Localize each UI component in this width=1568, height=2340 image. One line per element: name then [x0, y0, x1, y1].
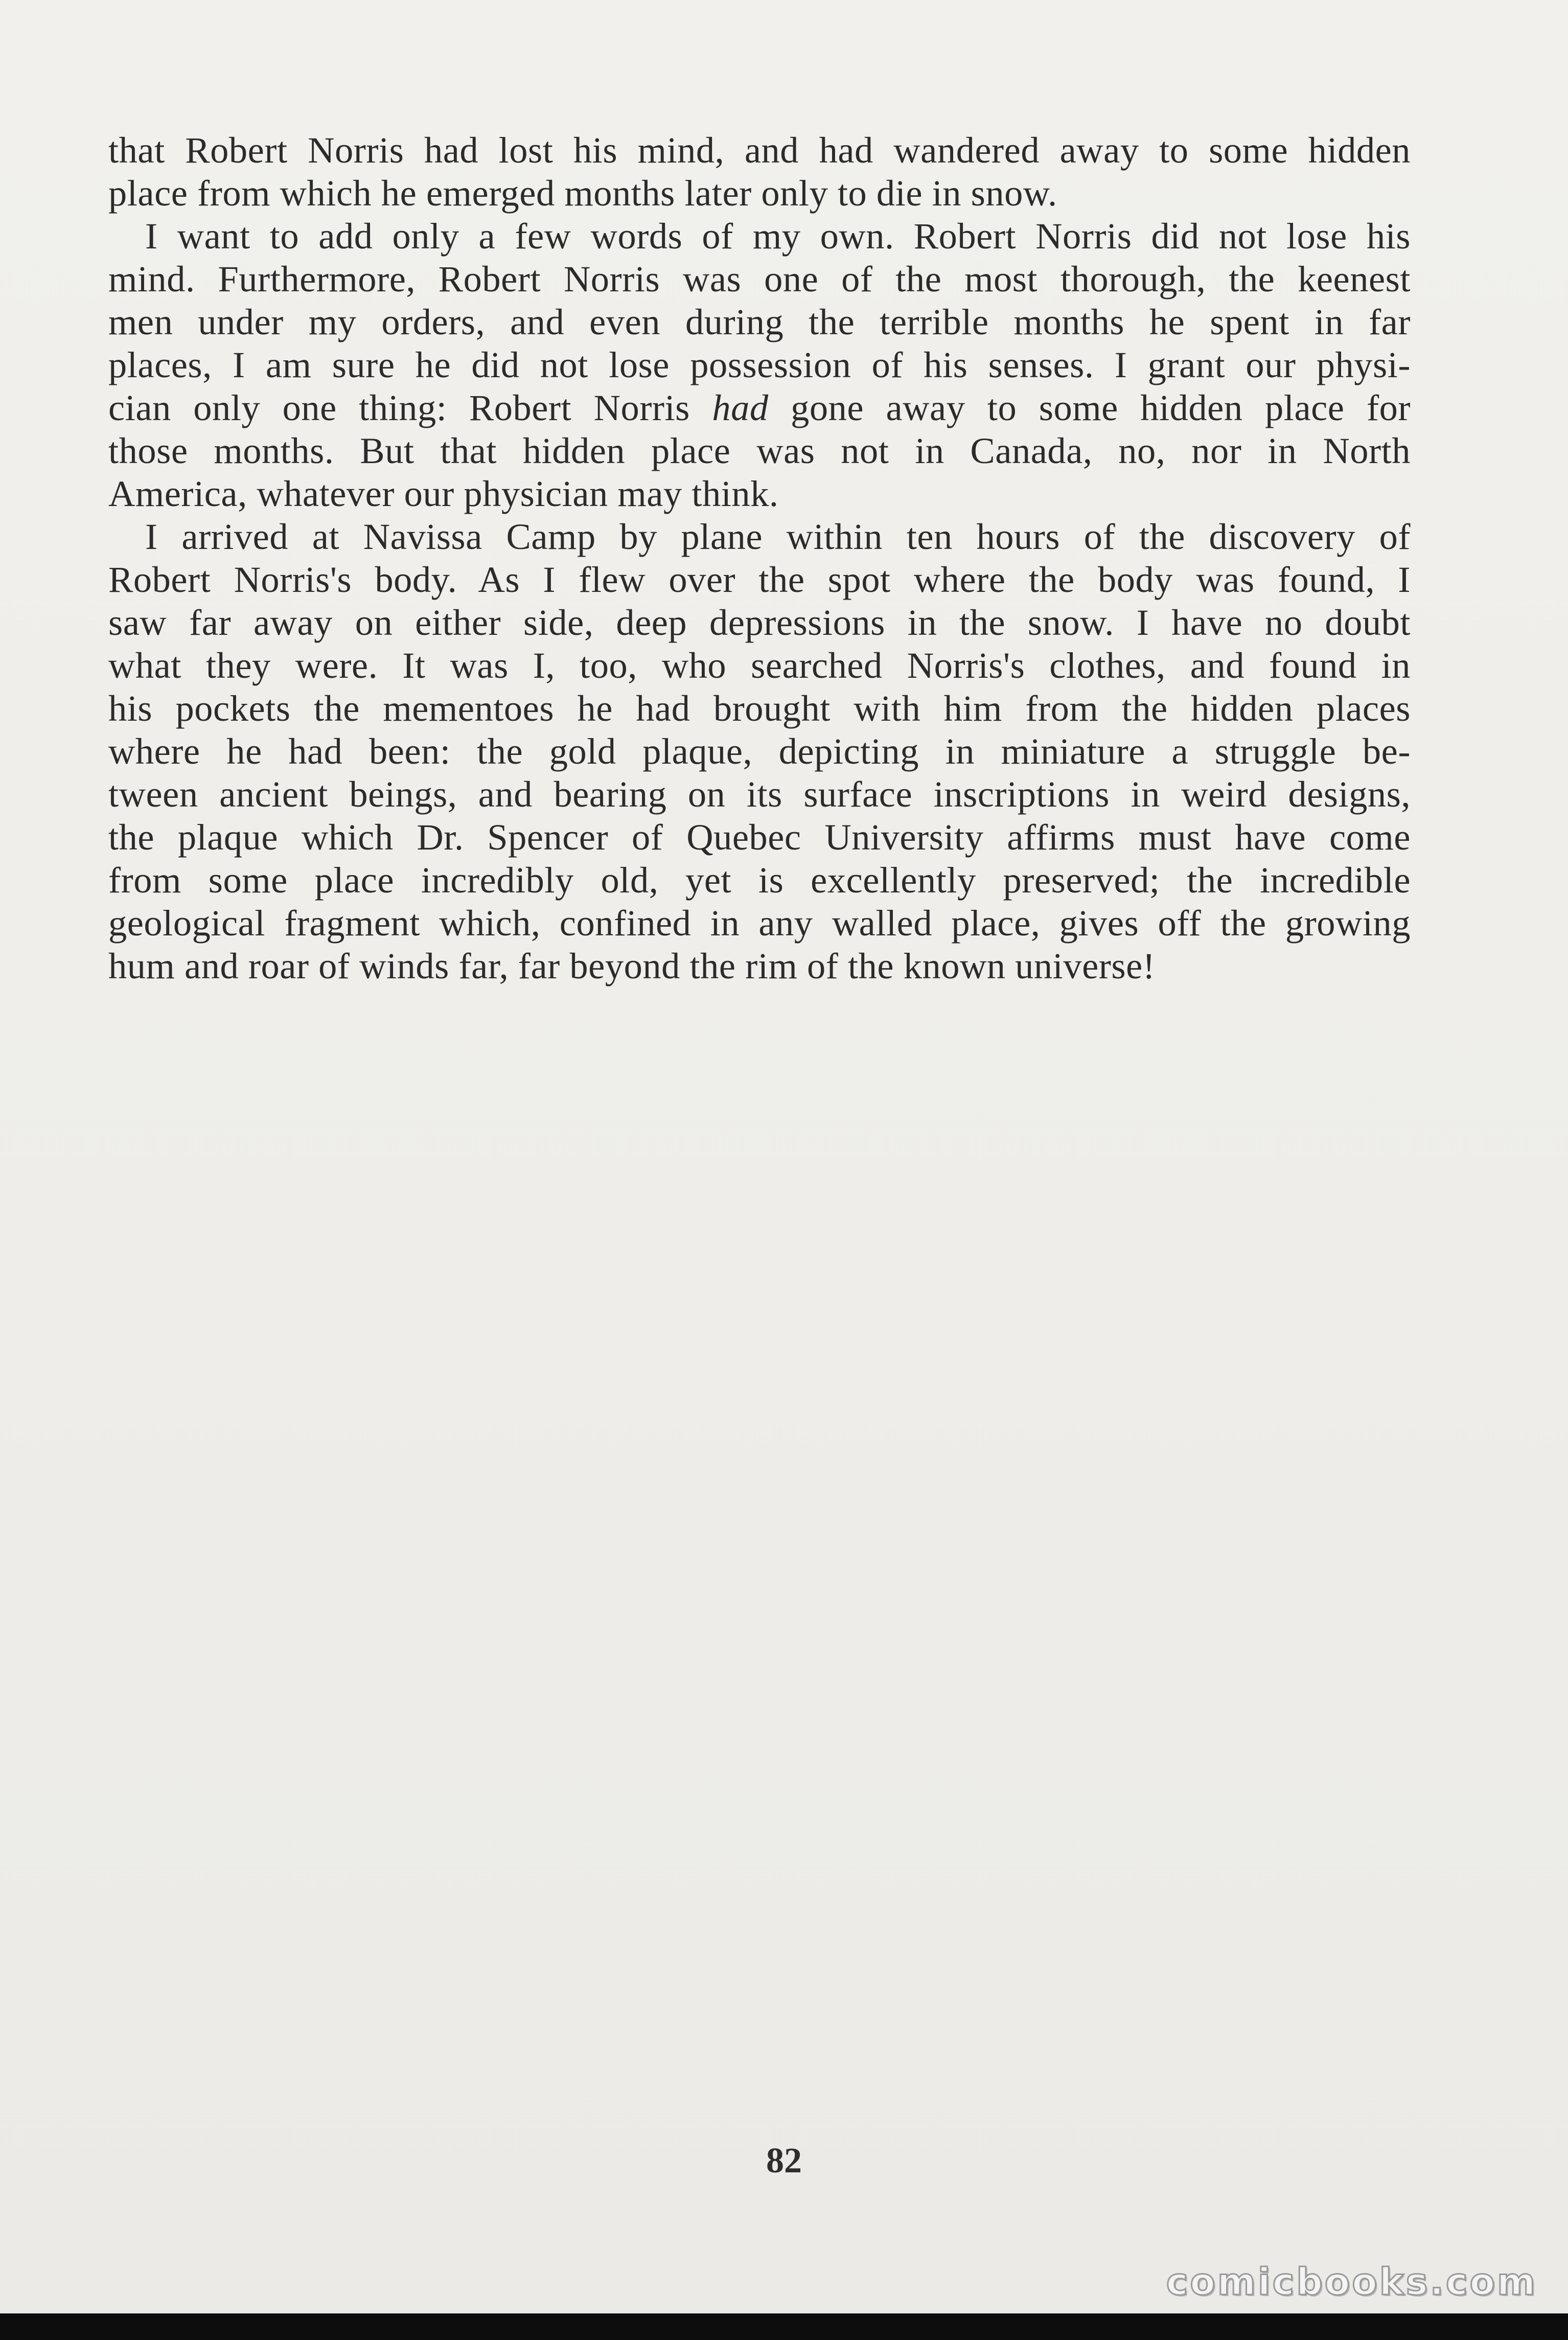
text-line: his pockets the mementoes he had brought with him from the hidden places — [108, 687, 1411, 729]
page-number: 82 — [766, 2141, 802, 2181]
body-text — [108, 129, 1411, 988]
text-line: cian only one thing: Robert Norris had gone away to some hidden place for — [108, 387, 1411, 428]
italic-emphasis: had — [712, 387, 769, 428]
text-line: where he had been: the gold plaque, depicting in miniature a struggle be- — [108, 730, 1411, 772]
text-line: geological fragment which, confined in any walled place, gives off the growing — [108, 902, 1411, 944]
text-line: tween ancient beings, and bearing on its surface inscriptions in weird designs, — [108, 773, 1411, 815]
text-line: the plaque which Dr. Spencer of Quebec University affirms must have come — [108, 816, 1411, 858]
text-line: from some place incredibly old, yet is excellently preserved; the incredible — [108, 859, 1411, 901]
text-line: that Robert Norris had lost his mind, and had wandered away to some hidden — [108, 129, 1411, 171]
text-line: saw far away on either side, deep depressions in the snow. I have no doubt — [108, 602, 1411, 643]
text-line: place from which he emerged months later only to die in snow. — [108, 172, 1057, 214]
text-line: hum and roar of winds far, far beyond the rim of the known universe! — [108, 945, 1156, 987]
text-line: what they were. It was I, too, who searched Norris's clothes, and found in — [108, 645, 1411, 686]
text-line: places, I am sure he did not lose possession of his senses. I grant our physi- — [108, 344, 1411, 385]
watermark-logo: comicbooks.com — [1166, 2260, 1537, 2303]
scan-edge — [0, 2313, 1568, 2340]
text-line: men under my orders, and even during the terrible months he spent in far — [108, 301, 1411, 342]
text-line: I want to add only a few words of my own. Robert Norris did not lose his — [145, 215, 1411, 257]
text-line: America, whatever our physician may think. — [108, 473, 779, 514]
text-line: I arrived at Navissa Camp by plane within ten hours of the discovery of — [145, 516, 1411, 557]
text-line: those months. But that hidden place was not in Canada, no, nor in North — [108, 430, 1411, 471]
text-line: mind. Furthermore, Robert Norris was one of the most thorough, the keenest — [108, 258, 1411, 300]
text-line: Robert Norris's body. As I flew over the spot where the body was found, I — [108, 559, 1411, 600]
